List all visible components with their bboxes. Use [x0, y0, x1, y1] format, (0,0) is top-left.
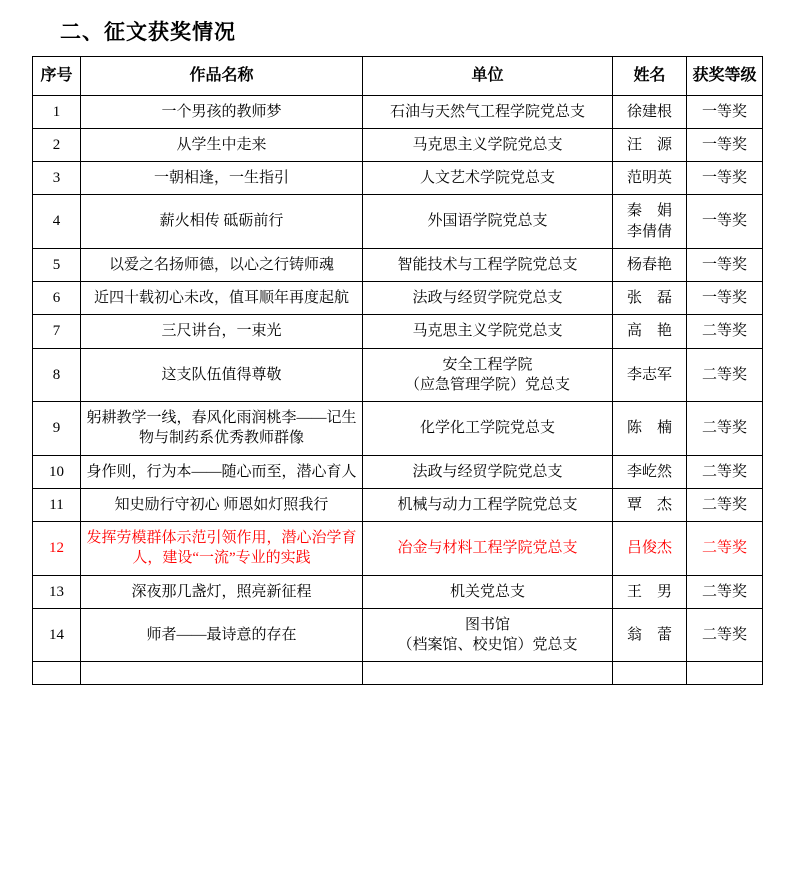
- cell-name: 翁 蕾: [613, 608, 687, 662]
- cell-empty: [81, 662, 363, 685]
- cell-no: 1: [33, 95, 81, 128]
- cell-unit: 安全工程学院 （应急管理学院）党总支: [363, 348, 613, 402]
- cell-level: 二等奖: [687, 315, 763, 348]
- cell-name: 范明英: [613, 162, 687, 195]
- cell-no: 6: [33, 282, 81, 315]
- table-row: [33, 455, 763, 488]
- cell-level: 二等奖: [687, 575, 763, 608]
- cell-level: 一等奖: [687, 248, 763, 281]
- column-header-no: 序号: [33, 57, 81, 96]
- cell-title: 一个男孩的教师梦: [81, 95, 363, 128]
- cell-name: 汪 源: [613, 128, 687, 161]
- cell-name: 徐建根: [613, 95, 687, 128]
- cell-no: 2: [33, 128, 81, 161]
- cell-level: 一等奖: [687, 128, 763, 161]
- cell-name: 秦 娟 李倩倩: [613, 195, 687, 249]
- table-row: [33, 195, 763, 249]
- cell-level: 一等奖: [687, 95, 763, 128]
- cell-level: 一等奖: [687, 195, 763, 249]
- table-row: [33, 95, 763, 128]
- table-row: [33, 488, 763, 521]
- table-row: [33, 162, 763, 195]
- cell-unit: 智能技术与工程学院党总支: [363, 248, 613, 281]
- column-header-unit: 单位: [363, 57, 613, 96]
- table-header: [33, 57, 763, 96]
- cell-unit: 马克思主义学院党总支: [363, 128, 613, 161]
- cell-title: 三尺讲台，一束光: [81, 315, 363, 348]
- cell-no: 7: [33, 315, 81, 348]
- cell-title: 近四十载初心未改，值耳顺年再度起航: [81, 282, 363, 315]
- table-body: [33, 95, 763, 685]
- cell-level: 二等奖: [687, 608, 763, 662]
- cell-name: 覃 杰: [613, 488, 687, 521]
- cell-name: 陈 楠: [613, 402, 687, 456]
- table-row: [33, 522, 763, 576]
- cell-level: 二等奖: [687, 522, 763, 576]
- cell-unit: 人文艺术学院党总支: [363, 162, 613, 195]
- cell-unit: 机械与动力工程学院党总支: [363, 488, 613, 521]
- cell-unit: 图书馆 （档案馆、校史馆）党总支: [363, 608, 613, 662]
- cell-title: 深夜那几盏灯，照亮新征程: [81, 575, 363, 608]
- cell-level: 二等奖: [687, 455, 763, 488]
- table-row-partial: [33, 662, 763, 685]
- cell-name: 张 磊: [613, 282, 687, 315]
- cell-empty: [363, 662, 613, 685]
- table-row: [33, 315, 763, 348]
- cell-level: 二等奖: [687, 402, 763, 456]
- cell-no: 9: [33, 402, 81, 456]
- cell-title: 身作则，行为本——随心而至，潜心育人: [81, 455, 363, 488]
- cell-title: 以爱之名扬师德，以心之行铸师魂: [81, 248, 363, 281]
- table-row: [33, 282, 763, 315]
- cell-empty: [33, 662, 81, 685]
- cell-no: 11: [33, 488, 81, 521]
- cell-empty: [613, 662, 687, 685]
- cell-name: 高 艳: [613, 315, 687, 348]
- cell-name: 杨春艳: [613, 248, 687, 281]
- cell-title: 师者——最诗意的存在: [81, 608, 363, 662]
- cell-title: 知史励行守初心 师恩如灯照我行: [81, 488, 363, 521]
- cell-no: 14: [33, 608, 81, 662]
- cell-unit: 化学化工学院党总支: [363, 402, 613, 456]
- cell-unit: 法政与经贸学院党总支: [363, 282, 613, 315]
- cell-no: 4: [33, 195, 81, 249]
- cell-no: 5: [33, 248, 81, 281]
- cell-unit: 冶金与材料工程学院党总支: [363, 522, 613, 576]
- table-row: [33, 608, 763, 662]
- cell-no: 8: [33, 348, 81, 402]
- cell-name: 王 男: [613, 575, 687, 608]
- award-table: [32, 56, 763, 685]
- cell-no: 13: [33, 575, 81, 608]
- table-header-row: [33, 57, 763, 96]
- cell-empty: [687, 662, 763, 685]
- cell-title: 薪火相传 砥砺前行: [81, 195, 363, 249]
- cell-unit: 石油与天然气工程学院党总支: [363, 95, 613, 128]
- cell-name: 李屹然: [613, 455, 687, 488]
- cell-level: 一等奖: [687, 282, 763, 315]
- cell-unit: 机关党总支: [363, 575, 613, 608]
- cell-level: 二等奖: [687, 348, 763, 402]
- cell-unit: 外国语学院党总支: [363, 195, 613, 249]
- cell-title: 这支队伍值得尊敬: [81, 348, 363, 402]
- table-row: [33, 128, 763, 161]
- cell-no: 3: [33, 162, 81, 195]
- cell-unit: 法政与经贸学院党总支: [363, 455, 613, 488]
- cell-no: 12: [33, 522, 81, 576]
- table-row: [33, 575, 763, 608]
- table-row: [33, 248, 763, 281]
- cell-title: 一朝相逢，一生指引: [81, 162, 363, 195]
- cell-level: 二等奖: [687, 488, 763, 521]
- table-row: [33, 402, 763, 456]
- table-row: [33, 348, 763, 402]
- cell-title: 从学生中走来: [81, 128, 363, 161]
- column-header-name: 姓名: [613, 57, 687, 96]
- cell-no: 10: [33, 455, 81, 488]
- column-header-title: 作品名称: [81, 57, 363, 96]
- cell-name: 吕俊杰: [613, 522, 687, 576]
- cell-name: 李志军: [613, 348, 687, 402]
- cell-unit: 马克思主义学院党总支: [363, 315, 613, 348]
- cell-title: 发挥劳模群体示范引领作用，潜心治学育人，建设“一流”专业的实践: [81, 522, 363, 576]
- cell-title: 躬耕教学一线，春风化雨润桃李——记生物与制药系优秀教师群像: [81, 402, 363, 456]
- cell-level: 一等奖: [687, 162, 763, 195]
- page-title: 二、征文获奖情况: [60, 20, 236, 44]
- column-header-level: 获奖等级: [687, 57, 763, 96]
